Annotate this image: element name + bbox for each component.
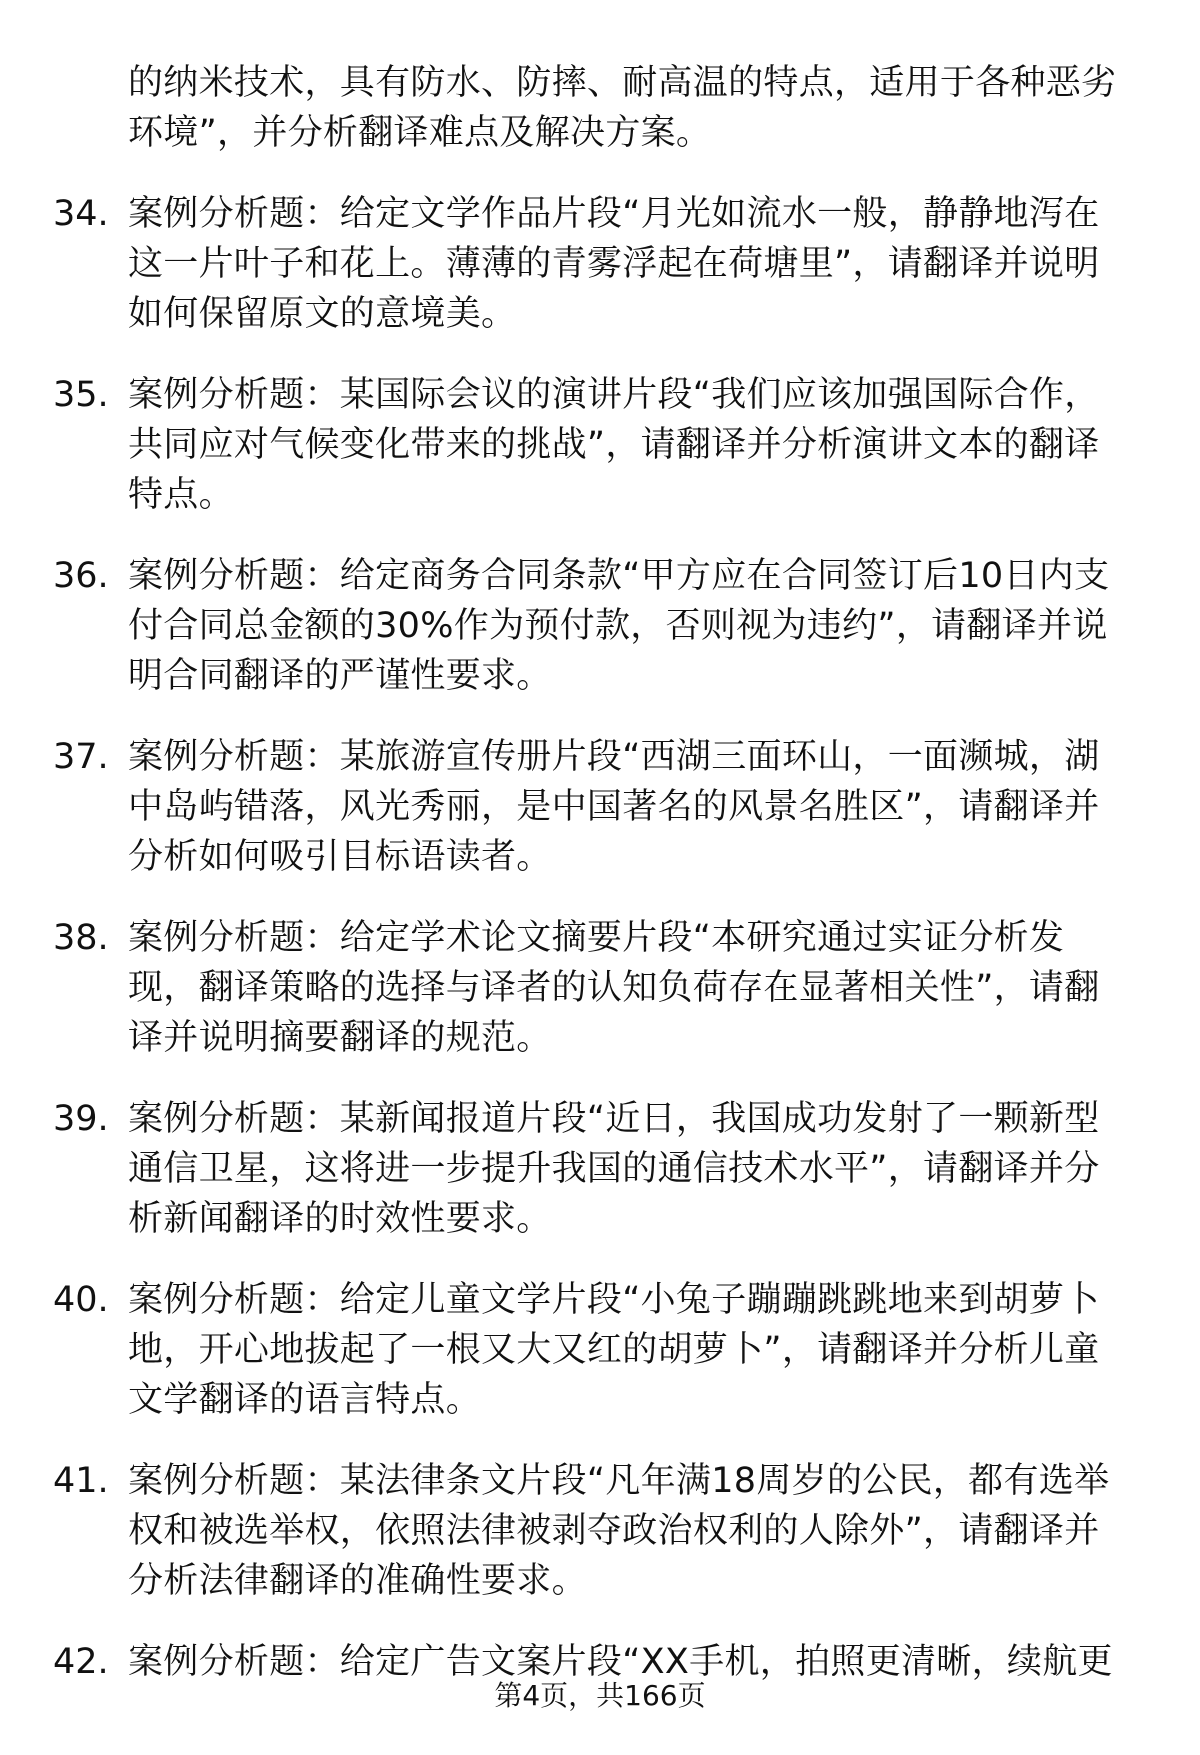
question-text-line: 付合同总金额的30%作为预付款，否则视为违约”，请翻译并说 bbox=[128, 606, 1108, 646]
question-text-line: 案例分析题：给定文学作品片段“月光如流水一般，静静地泻在 bbox=[128, 194, 1100, 234]
question-item bbox=[0, 1094, 1200, 1244]
question-text-line: 案例分析题：某国际会议的演讲片段“我们应该加强国际合作， bbox=[128, 375, 1100, 415]
question-text-line: 中岛屿错落，风光秀丽，是中国著名的风景名胜区”，请翻译并 bbox=[128, 787, 1100, 827]
question-number: 35. bbox=[53, 375, 109, 415]
question-number: 37. bbox=[53, 737, 109, 777]
question-text-line: 译并说明摘要翻译的规范。 bbox=[128, 1018, 552, 1058]
question-text-line: 案例分析题：给定广告文案片段“XX手机，拍照更清晰，续航更 bbox=[128, 1642, 1113, 1682]
question-text-line: 析新闻翻译的时效性要求。 bbox=[128, 1199, 552, 1239]
question-number: 36. bbox=[53, 556, 109, 596]
question-text-line: 案例分析题：某新闻报道片段“近日，我国成功发射了一颗新型 bbox=[128, 1099, 1100, 1139]
question-number: 39. bbox=[53, 1099, 109, 1139]
question-item bbox=[0, 551, 1200, 701]
question-number: 38. bbox=[53, 918, 109, 958]
question-item bbox=[0, 1456, 1200, 1606]
question-text-line: 权和被选举权，依照法律被剥夺政治权利的人除外”，请翻译并 bbox=[128, 1511, 1100, 1551]
document-body bbox=[0, 58, 1200, 1718]
question-text-line: 明合同翻译的严谨性要求。 bbox=[128, 656, 552, 696]
question-item bbox=[0, 732, 1200, 882]
question-text-line: 案例分析题：给定学术论文摘要片段“本研究通过实证分析发 bbox=[128, 918, 1065, 958]
question-text-line: 通信卫星，这将进一步提升我国的通信技术水平”，请翻译并分 bbox=[128, 1149, 1100, 1189]
question-number: 42. bbox=[53, 1642, 109, 1682]
question-text-line: 这一片叶子和花上。薄薄的青雾浮起在荷塘里”，请翻译并说明 bbox=[128, 244, 1100, 284]
question-continuation bbox=[0, 58, 1200, 158]
question-text-line: 文学翻译的语言特点。 bbox=[128, 1380, 482, 1420]
question-text-line: 现，翻译策略的选择与译者的认知负荷存在显著相关性”，请翻 bbox=[128, 968, 1100, 1008]
question-text-line: 案例分析题：某法律条文片段“凡年满18周岁的公民，都有选举 bbox=[128, 1461, 1110, 1501]
question-text-line: 分析如何吸引目标语读者。 bbox=[128, 837, 552, 877]
question-item bbox=[0, 189, 1200, 339]
text-line: 的纳米技术，具有防水、防摔、耐高温的特点，适用于各种恶劣 bbox=[128, 63, 1117, 103]
question-text-line: 案例分析题：给定商务合同条款“甲方应在合同签订后10日内支 bbox=[128, 556, 1110, 596]
question-text-line: 案例分析题：某旅游宣传册片段“西湖三面环山，一面濒城，湖 bbox=[128, 737, 1100, 777]
question-item bbox=[0, 1275, 1200, 1425]
question-text-line: 共同应对气候变化带来的挑战”，请翻译并分析演讲文本的翻译 bbox=[128, 425, 1100, 465]
question-number: 34. bbox=[53, 194, 109, 234]
question-number: 40. bbox=[53, 1280, 109, 1320]
text-line: 环境”，并分析翻译难点及解决方案。 bbox=[128, 113, 712, 153]
question-item bbox=[0, 913, 1200, 1063]
question-number: 41. bbox=[53, 1461, 109, 1501]
question-text-line: 案例分析题：给定儿童文学片段“小兔子蹦蹦跳跳地来到胡萝卜 bbox=[128, 1280, 1100, 1320]
question-text-line: 如何保留原文的意境美。 bbox=[128, 294, 517, 334]
question-item bbox=[0, 370, 1200, 520]
question-text-line: 地，开心地拔起了一根又大又红的胡萝卜”，请翻译并分析儿童 bbox=[128, 1330, 1100, 1370]
question-text-line: 特点。 bbox=[128, 475, 234, 515]
question-text-line: 分析法律翻译的准确性要求。 bbox=[128, 1561, 587, 1601]
page-footer: 第4页，共166页 bbox=[494, 1679, 706, 1712]
